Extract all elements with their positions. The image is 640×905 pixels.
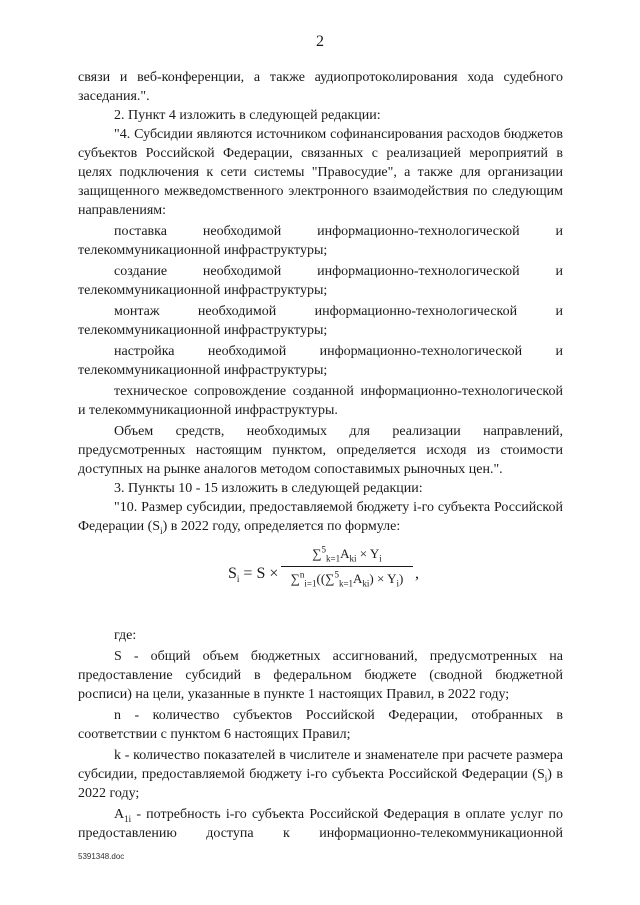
formula-symbol: = S ×	[239, 565, 279, 582]
definition	[78, 706, 563, 744]
list-item	[78, 342, 563, 380]
formula-symbol: )	[399, 571, 404, 586]
formula-subscript: k=1	[338, 578, 354, 589]
definition-symbol: A	[114, 807, 125, 822]
paragraph-text: ) в 2022 году, определяется по формуле:	[162, 519, 401, 534]
formula-symbol: S	[228, 565, 237, 582]
list-item	[78, 262, 563, 300]
list-item-text: создание необходимой информационно-технологической и телекоммуникационной инфраструктуры;	[78, 264, 563, 298]
formula-denominator	[281, 569, 413, 588]
paragraph	[78, 626, 563, 645]
definition	[78, 647, 563, 704]
paragraph	[78, 68, 563, 106]
paragraph-text: связи и веб-конференции, а также аудиопротоколирования хода судебного заседания.".	[78, 70, 563, 104]
list-item	[78, 382, 563, 420]
formula-subscript: i	[236, 574, 240, 585]
formula-subscript: ki	[349, 553, 357, 564]
formula-symbol: ∑	[290, 571, 300, 586]
formula-symbol: ) × Y	[369, 571, 397, 586]
formula-numerator	[281, 544, 413, 563]
formula-superscript: n	[299, 569, 305, 580]
list-item-text: настройка необходимой информационно-технологической и телекоммуникационной инфраструктуры;	[78, 344, 563, 378]
file-name-footer: 5391348.doc	[78, 852, 125, 861]
list-item-text: техническое сопровождение созданной информационно-технологической и телекоммуникационной инфраструктуры.	[78, 384, 563, 418]
definition-text: n - количество субъектов Российской Федерации, отобранных в соответствии с пунктом 6 настоящих Правил;	[78, 708, 563, 742]
definition-text: - потребность i-го субъекта Российской Федерация в оплате услуг по предоставлению доступа к информационно-телекоммуникационной	[78, 807, 563, 841]
list-item-text: поставка необходимой информационно-технологической и телекоммуникационной инфраструктуры;	[78, 224, 563, 258]
formula-subscript: k=1	[326, 553, 341, 564]
paragraph	[78, 422, 563, 479]
definition	[78, 746, 563, 803]
formula-symbol: ((∑	[316, 571, 335, 586]
paragraph-text: 2. Пункт 4 изложить в следующей редакции:	[114, 108, 381, 123]
paragraph-text: где:	[114, 628, 137, 643]
formula-superscript: 5	[321, 544, 327, 555]
list-item	[78, 302, 563, 340]
formula-symbol: A	[353, 571, 363, 586]
formula-symbol: × Y	[356, 546, 380, 561]
formula-superscript: 5	[334, 569, 339, 580]
formula-lhs	[228, 564, 278, 583]
paragraph	[78, 106, 563, 125]
fraction-bar	[281, 566, 413, 567]
page-number: 2	[316, 33, 324, 50]
formula-subscript: i	[379, 553, 382, 564]
subscript: i	[160, 525, 163, 536]
definition	[78, 805, 563, 843]
document-body	[78, 68, 563, 843]
formula-fraction	[281, 544, 413, 588]
formula-subscript: i	[396, 578, 400, 589]
paragraph-text: "4. Субсидии являются источником софинансирования расходов бюджетов субъектов Российской Федерации, связанных с реализацией мероприятий в целях подключения к сети системы "Правосудие", а также для организации защищенного межведомственного электронного взаимодействия по следующим направлениям:	[78, 127, 563, 218]
formula-symbol: ∑	[312, 546, 322, 561]
list-item-text: монтаж необходимой информационно-технологической и телекоммуникационной инфраструктуры;	[78, 304, 563, 338]
definition-text: ) в 2022 году;	[78, 767, 563, 801]
formula-subscript: ki	[362, 578, 370, 589]
paragraph	[78, 125, 563, 220]
paragraph-text: "10. Размер субсидии, предоставляемой бюджету i-го субъекта Российской Федерации (S	[78, 500, 563, 534]
definition-text: k - количество показателей в числителе и знаменателе при расчете размера субсидии, предоставляемой бюджету i-го субъекта Российской Федерации (S	[78, 748, 563, 782]
formula	[78, 542, 563, 614]
formula-subscript: i=1	[304, 578, 317, 589]
paragraph	[78, 479, 563, 498]
formula-comma: ,	[415, 565, 419, 582]
subscript: 1i	[124, 813, 132, 824]
paragraph-text: 3. Пункты 10 - 15 изложить в следующей редакции:	[114, 481, 423, 496]
definition-text: S - общий объем бюджетных ассигнований, предусмотренных на предоставление субсидий в федеральном бюджете (сводной бюджетной росписи) на цели, указанные в пункте 1 настоящих Правил, в 2022 году;	[78, 649, 563, 702]
paragraph-text: Объем средств, необходимых для реализации направлений, предусмотренных настоящим пунктом, определяется исходя из стоимости доступных на рынке аналогов методом сопоставимых рыночных цен.".	[78, 424, 563, 477]
subscript: i	[544, 773, 548, 784]
formula-symbol: A	[340, 546, 350, 561]
list-item	[78, 222, 563, 260]
paragraph	[78, 498, 563, 536]
